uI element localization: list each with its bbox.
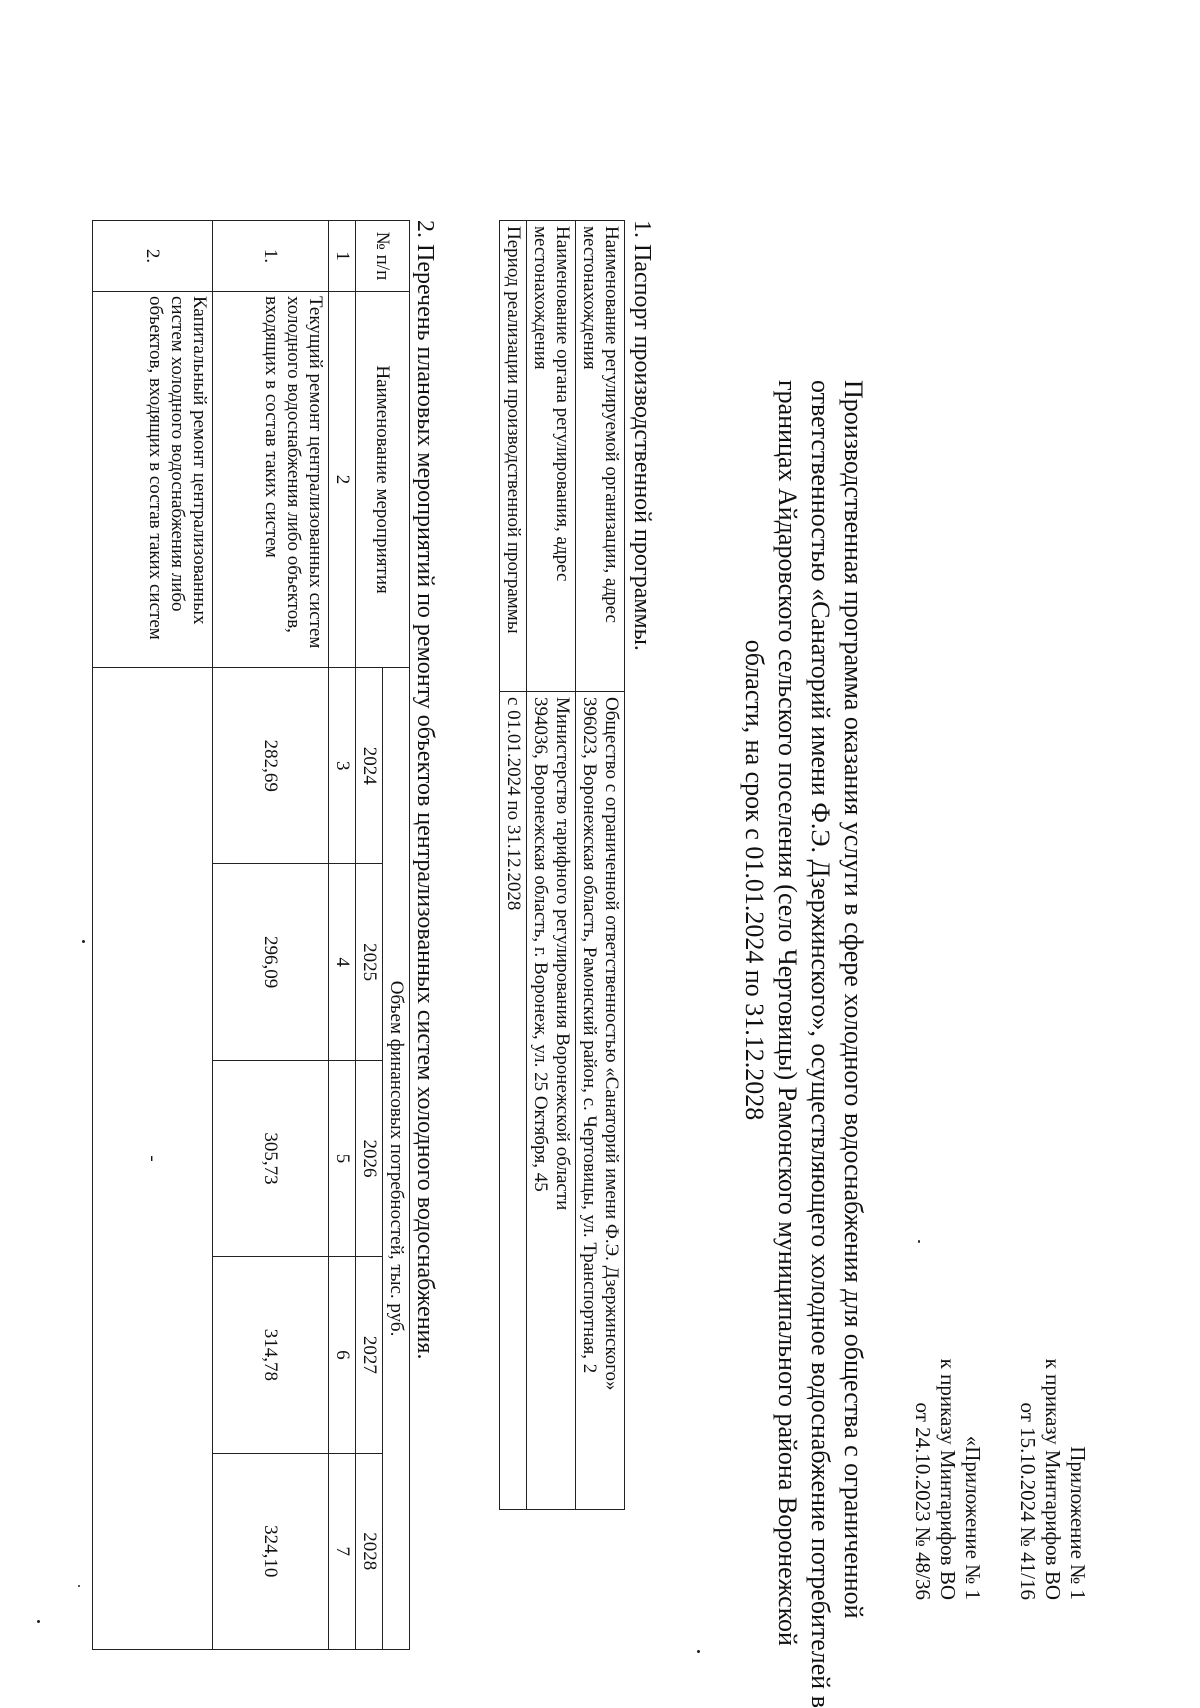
table-row xyxy=(500,221,527,1510)
passport-label: Наименование органа регулирования, адрес местонахождения xyxy=(527,221,576,692)
appendix-current-line1: Приложение № 1 xyxy=(1066,1446,1090,1600)
row-name: Текущий ремонт централизованных систем холодного водоснабжения либо объектов, входящих в состав таких систем xyxy=(213,292,329,668)
passport-value-line: 394036, Воронежская область, г. Воронеж, ул. 25 Октября, 45 xyxy=(530,697,551,1192)
title-line-2: ответственностью «Санаторий имени Ф.Э. Дзержинского», осуществляющего холодное водоснабжение потребителей в xyxy=(806,380,835,1708)
table-row xyxy=(213,221,329,1650)
row-num: 1. xyxy=(213,221,329,292)
appendix-current-line3: от 15.10.2024 № 41/16 xyxy=(1016,1402,1040,1600)
measures-table xyxy=(92,220,410,1650)
header-year: 2024 xyxy=(356,668,383,864)
appendix-previous-line2: к приказу Минтарифов ВО xyxy=(936,1358,960,1600)
passport-label: Период реализации производственной программы xyxy=(500,221,527,692)
index-cell: 6 xyxy=(329,1257,356,1453)
passport-value xyxy=(527,692,576,1510)
table-index-row xyxy=(329,221,356,1650)
table-row xyxy=(527,221,576,1510)
header-volume: Объем финансовых потребностей, тыс. руб. xyxy=(383,668,410,1650)
index-cell: 1 xyxy=(329,221,356,292)
header-name: Наименование мероприятия xyxy=(356,292,410,668)
header-year: 2025 xyxy=(356,864,383,1060)
row-value: 324,10 xyxy=(213,1453,329,1649)
header-year: 2027 xyxy=(356,1257,383,1453)
title-line-1: Производственная программа оказания услуги в сфере холодного водоснабжения для общества с ограниченной xyxy=(839,380,868,1619)
row-dash: - xyxy=(93,668,213,1650)
row-name: Капитальный ремонт централизованных систем холодного водоснабжения либо объектов, входящих в состав таких систем xyxy=(93,292,213,668)
passport-value: с 01.01.2024 по 31.12.2028 xyxy=(500,692,527,1510)
passport-label: Наименование регулируемой организации, адрес местонахождения xyxy=(576,221,625,692)
row-value: 282,69 xyxy=(213,668,329,864)
row-value: 296,09 xyxy=(213,864,329,1060)
index-cell: 4 xyxy=(329,864,356,1060)
appendix-current-order xyxy=(1015,1180,1090,1600)
section-2-title: 2. Перечень плановых мероприятий по ремонту объектов централизованных систем холодного водоснабжения. xyxy=(412,220,438,1360)
index-cell: 5 xyxy=(329,1060,356,1256)
table-row xyxy=(93,221,213,1650)
scan-speck xyxy=(697,1650,700,1653)
passport-value xyxy=(576,692,625,1510)
table-header-row xyxy=(383,221,410,1650)
header-num: № п/п xyxy=(356,221,410,292)
passport-value-line: Министерство тарифного регулирования Воронежской области xyxy=(552,697,573,1211)
passport-value-line: Общество с ограниченной ответственностью «Санаторий имени Ф.Э. Дзержинского» xyxy=(601,697,622,1391)
scan-speck xyxy=(918,1240,920,1243)
scan-speck xyxy=(82,940,85,943)
appendix-previous-line3: от 24.10.2023 № 48/36 xyxy=(911,1402,935,1600)
index-cell: 2 xyxy=(329,292,356,668)
header-year: 2026 xyxy=(356,1060,383,1256)
row-value: 314,78 xyxy=(213,1257,329,1453)
index-cell: 7 xyxy=(329,1453,356,1649)
appendix-current-line2: к приказу Минтарифов ВО xyxy=(1041,1358,1065,1600)
document-title xyxy=(738,380,870,1708)
title-line-3: границах Айдаровского сельского поселения (село Чертовицы) Рамонского муниципального района Воронежской xyxy=(773,380,802,1646)
title-line-4: области, на срок с 01.01.2024 по 31.12.2028 xyxy=(740,639,769,1121)
index-cell: 3 xyxy=(329,668,356,864)
passport-value-line: 396023, Воронежская область, Рамонский район, с. Чертовицы, ул. Транспортная, 2 xyxy=(579,697,600,1374)
row-num: 2. xyxy=(93,221,213,292)
appendix-previous-order xyxy=(910,1180,985,1600)
scan-speck xyxy=(37,1620,40,1623)
appendix-previous-line1: «Приложение № 1 xyxy=(961,1435,985,1600)
row-value: 305,73 xyxy=(213,1060,329,1256)
passport-table xyxy=(499,220,625,1510)
table-row xyxy=(576,221,625,1510)
section-1-title: 1. Паспорт производственной программы. xyxy=(629,220,655,651)
header-year: 2028 xyxy=(356,1453,383,1649)
scan-speck xyxy=(78,1585,80,1587)
